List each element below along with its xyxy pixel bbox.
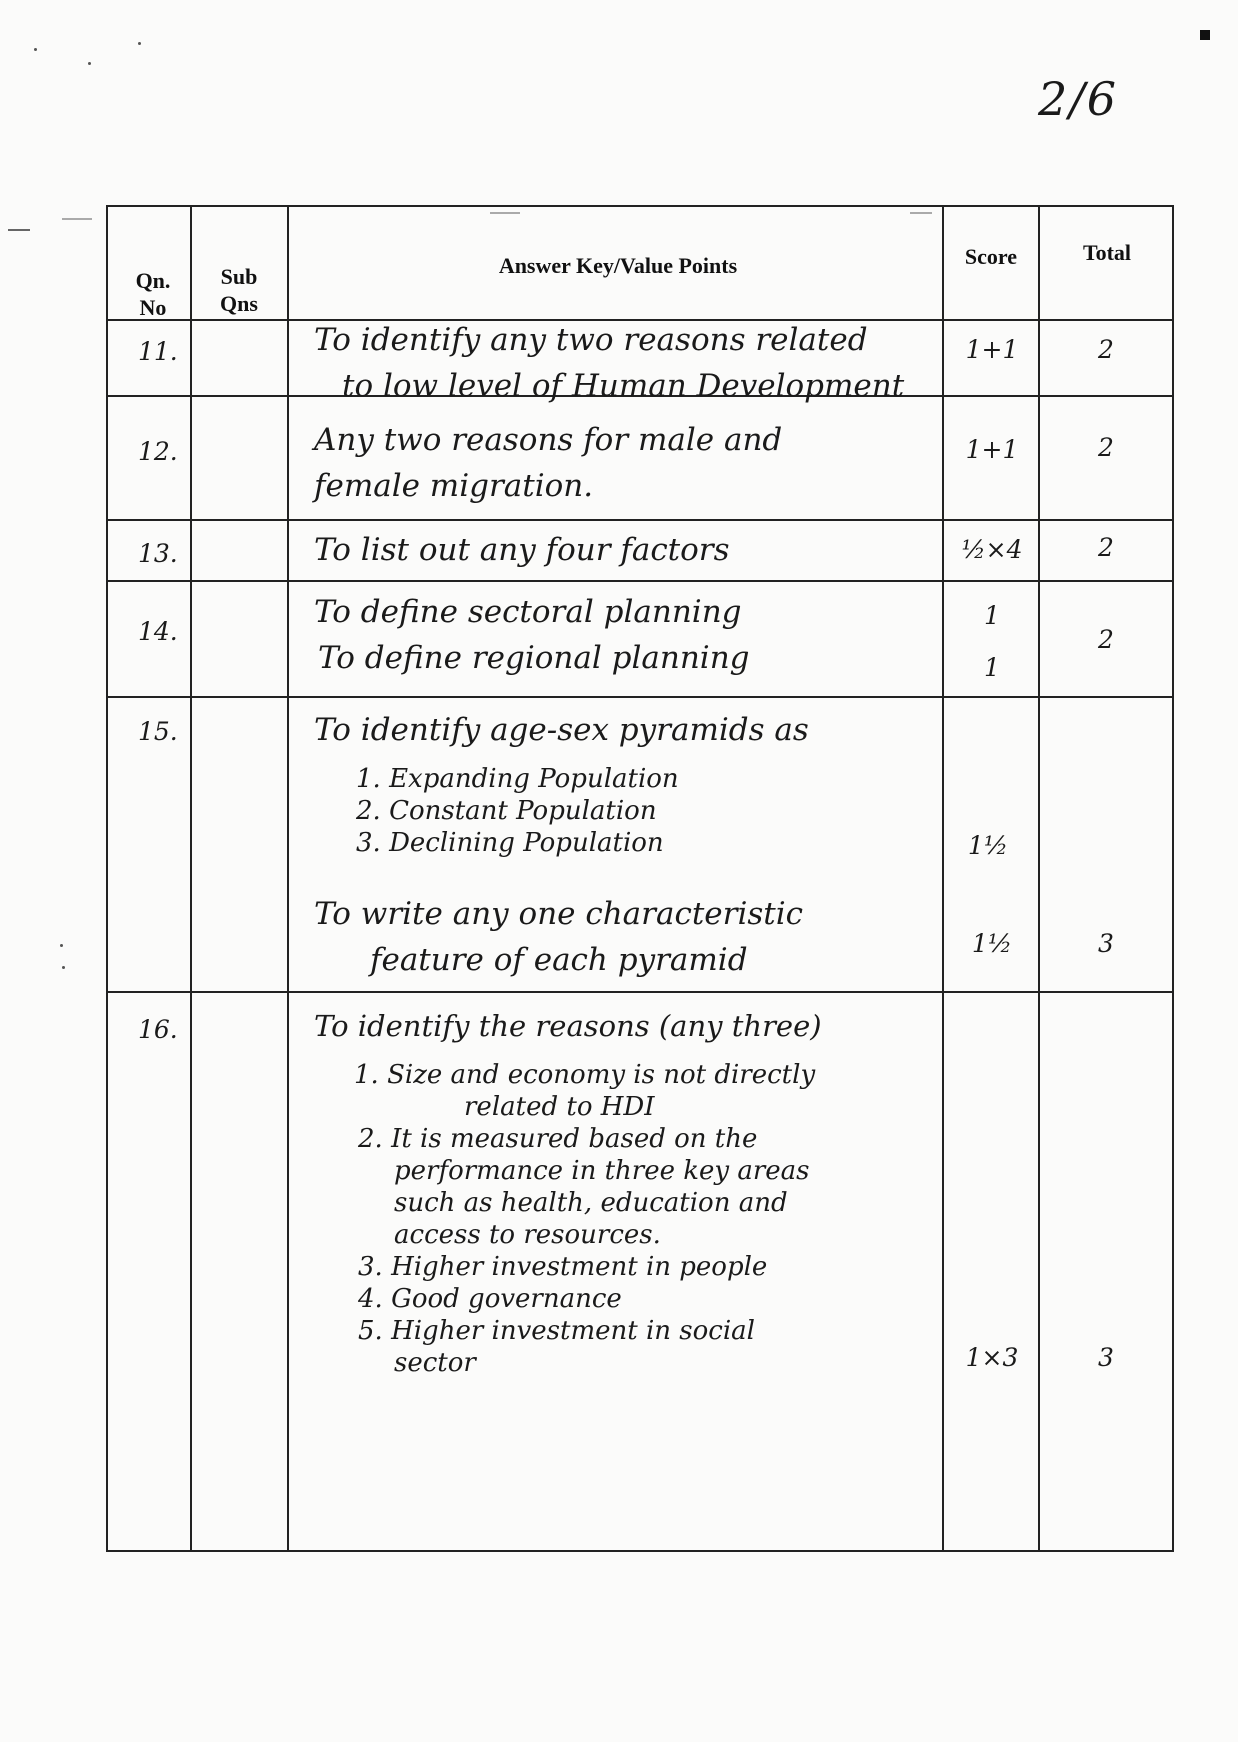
margin-dash <box>8 229 30 231</box>
total-16: 3 <box>1098 1343 1114 1372</box>
answer-key-table <box>106 205 1174 1552</box>
list-item: 3. Higher investment in people <box>358 1252 768 1282</box>
list-item: 2. It is measured based on the <box>358 1124 758 1154</box>
total-11: 2 <box>1098 335 1114 364</box>
header-sub-line1: Sub <box>220 264 258 289</box>
qn-16: 16. <box>138 1015 178 1044</box>
list-item: related to HDI <box>464 1092 655 1122</box>
answer-16-items <box>354 1059 815 1379</box>
score-14a: 1 <box>984 601 1000 630</box>
score-16: 1×3 <box>965 1343 1019 1372</box>
row-divider <box>108 580 1172 582</box>
answer-line: female migration. <box>314 468 594 504</box>
list-item: 1. Size and economy is not directly <box>354 1060 816 1090</box>
page-number: 2/6 <box>1038 72 1119 126</box>
qn-15: 15. <box>138 717 178 746</box>
header-sub-line2: Qns <box>220 291 258 316</box>
total-13: 2 <box>1098 533 1114 562</box>
answer-15-outro <box>314 891 803 983</box>
header-total: Total <box>1082 240 1132 265</box>
list-item: 2. Constant Population <box>356 796 657 826</box>
scan-speck <box>60 944 63 947</box>
list-item: 3. Declining Population <box>356 828 664 858</box>
answer-line: To define regional planning <box>318 640 750 676</box>
qn-11: 11. <box>138 337 178 366</box>
scan-speck <box>34 48 37 51</box>
answer-line: Any two reasons for male and <box>314 422 783 458</box>
qn-14: 14. <box>138 617 178 646</box>
header-qn-line2: No <box>139 295 167 320</box>
answer-line: To write any one characteristic <box>314 896 804 932</box>
header-qn-line1: Qn. <box>135 268 171 293</box>
answer-line: To identify any two reasons related <box>314 322 868 358</box>
list-item: 1. Expanding Population <box>356 764 679 794</box>
answer-line: To define sectoral planning <box>314 594 742 630</box>
answer-12 <box>314 417 782 509</box>
score-15b: 1½ <box>971 929 1013 958</box>
answer-15-intro: To identify age-sex pyramids as <box>314 712 809 748</box>
scan-tick <box>62 218 92 220</box>
scan-speck <box>138 42 141 45</box>
row-divider <box>108 991 1172 993</box>
list-item: 5. Higher investment in social <box>358 1316 755 1346</box>
answer-13 <box>314 527 730 573</box>
column-divider <box>942 207 944 1550</box>
header-answer: Answer Key/Value Points <box>498 253 738 278</box>
answer-line: To list out any four factors <box>314 532 730 568</box>
header-qn-no <box>118 267 188 321</box>
score-15a: 1½ <box>967 831 1009 860</box>
column-divider <box>190 207 192 1550</box>
row-divider <box>108 696 1172 698</box>
answer-16-intro: To identify the reasons (any three) <box>314 1009 822 1043</box>
answer-line: feature of each pyramid <box>370 942 748 978</box>
score-13: ½×4 <box>961 535 1023 564</box>
list-item: 4. Good governance <box>358 1284 622 1314</box>
row-divider <box>108 519 1172 521</box>
total-14: 2 <box>1098 625 1114 654</box>
column-divider <box>1038 207 1040 1550</box>
answer-14 <box>314 589 750 681</box>
qn-13: 13. <box>138 539 178 568</box>
total-12: 2 <box>1098 433 1114 462</box>
answer-line: to low level of Human Development <box>342 368 905 404</box>
list-item: access to resources. <box>394 1220 661 1250</box>
list-item: such as health, education and <box>394 1188 788 1218</box>
column-divider <box>287 207 289 1550</box>
score-12: 1+1 <box>965 435 1019 464</box>
score-11: 1+1 <box>965 335 1019 364</box>
answer-15-items <box>356 763 679 859</box>
header-score: Score <box>964 244 1018 269</box>
total-15: 3 <box>1098 929 1114 958</box>
scan-speck <box>88 62 91 65</box>
score-14b: 1 <box>984 653 1000 682</box>
scan-speck <box>62 966 65 969</box>
qn-12: 12. <box>138 437 178 466</box>
list-item: performance in three key areas <box>394 1156 810 1186</box>
scan-mark <box>1200 30 1210 40</box>
header-sub-qns <box>204 263 274 317</box>
list-item: sector <box>394 1348 476 1378</box>
answer-11 <box>314 317 904 409</box>
